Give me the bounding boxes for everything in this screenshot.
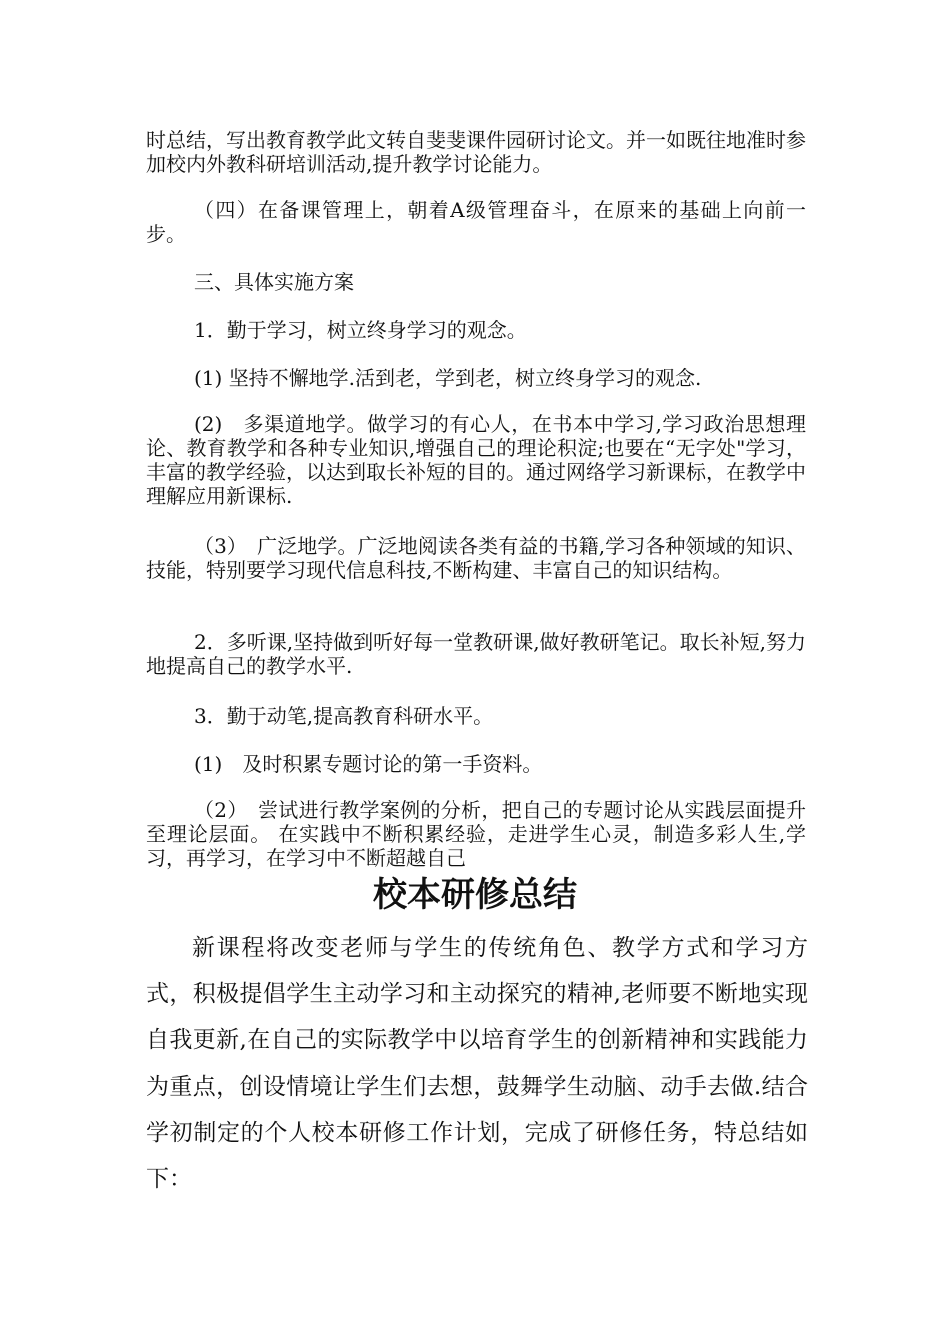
item-1-study: 1．勤于学习，树立终身学习的观念。	[194, 318, 527, 342]
item-2-listen: 2．多听课,坚持做到听好每一堂教研课,做好教研笔记。取长补短,努力地提高自己的教学水平.	[146, 630, 806, 678]
item-3-2-case-analysis: （2） 尝试进行教学案例的分析，把自己的专题讨论从实践层面提升至理论层面。 在实践中不断积累经验，走进学生心灵，制造多彩人生,学习，再学习，在学习中不断超越自己	[146, 798, 806, 870]
item-1-1-persist: (1) 坚持不懈地学.活到老，学到老，树立终身学习的观念.	[194, 366, 702, 390]
paragraph-section-four: （四）在备课管理上，朝着A级管理奋斗，在原来的基础上向前一步。	[146, 198, 806, 246]
heading-implementation-plan: 三、具体实施方案	[194, 270, 354, 294]
item-3-write: 3．勤于动笔,提高教育科研水平。	[194, 704, 494, 728]
paragraph-summary-cont: 时总结，写出教育教学此文转自斐斐课件园研讨论文。并一如既往地准时参加校内外教科研培训活动,提升教学讨论能力。	[146, 128, 806, 176]
summary-body-paragraph: 新课程将改变老师与学生的传统角色、教学方式和学习方式，积极提倡学生主动学习和主动探究的精神,老师要不断地实现自我更新,在自己的实际教学中以培育学生的创新精神和实践能力为重点，创设情境让学生们去想，鼓舞学生动脑、动手去做.结合学初制定的个人校本研修工作计划，完成了研修任务，特总结如下：	[146, 935, 808, 1193]
item-3-1-accumulate: (1) 及时积累专题讨论的第一手资料。	[194, 752, 543, 776]
item-1-2-multichannel: (2) 多渠道地学。做学习的有心人，在书本中学习,学习政治思想理论、教育教学和各种专业知识,增强自己的理论积淀;也要在“无字处"学习，丰富的教学经验，以达到取长补短的目的。通过网络学习新课标，在教学中理解应用新课标.	[146, 412, 806, 508]
section-title: 校本研修总结	[373, 875, 577, 915]
item-1-3-broad: （3） 广泛地学。广泛地阅读各类有益的书籍,学习各种领域的知识、技能，特别要学习现代信息科技,不断构建、丰富自己的知识结构。	[146, 534, 806, 582]
